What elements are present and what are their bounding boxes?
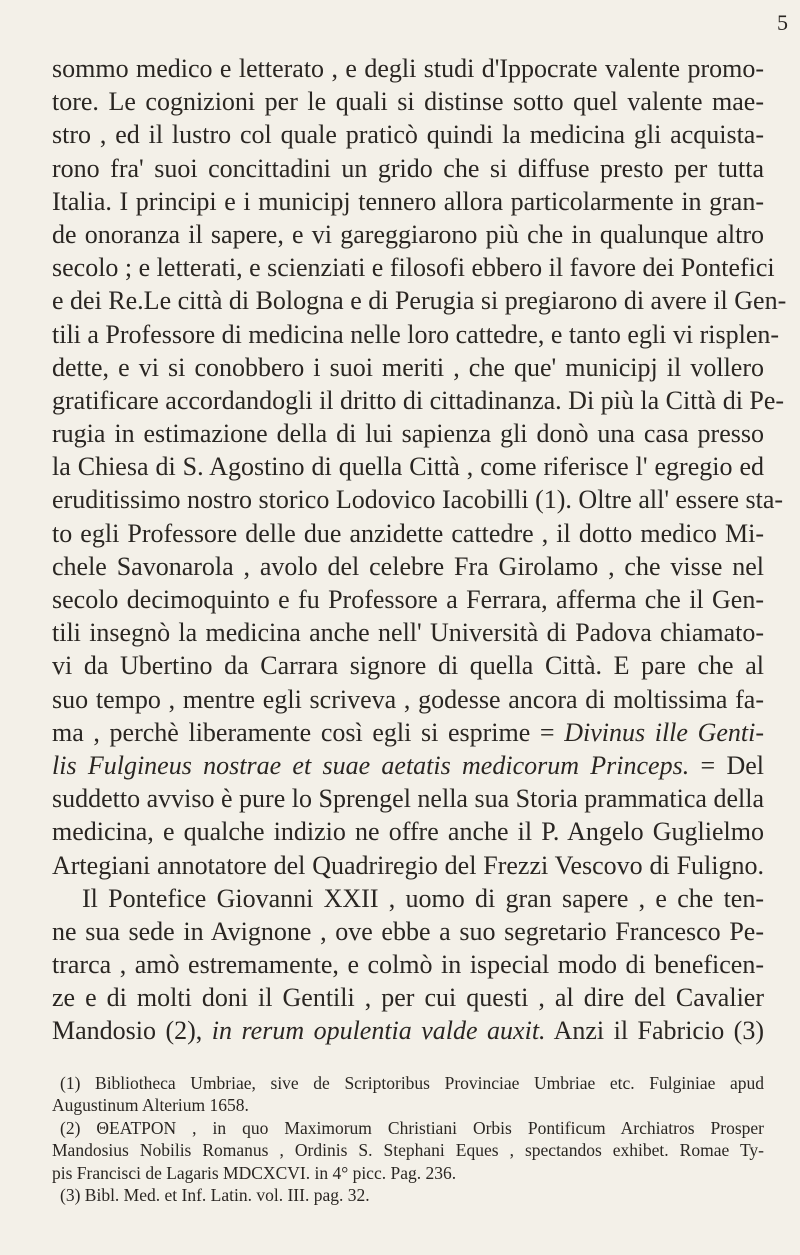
- page-number: 5: [777, 10, 788, 35]
- line-text: ma , perchè liberamente così egli si esprime =: [52, 717, 555, 747]
- text-line: tili a Professore di medicina nelle loro cattedre, e tanto egli vi risplen-: [52, 319, 780, 349]
- text-line: secolo decimoquinto e fu Professore a Ferrara, afferma che il Gen-: [52, 585, 764, 614]
- main-text: [52, 52, 787, 1048]
- text-line: Artegiani annotatore del Quadriregio del Frezzi Vescovo di Fuligno.: [52, 850, 764, 880]
- text-line-with-quote: [52, 1014, 764, 1047]
- footnotes: [52, 1072, 764, 1206]
- line-text: Mandosio (2),: [52, 1016, 212, 1046]
- text-line: sommo medico e letterato , e degli studi d'Ippocrate valente promo-: [52, 54, 764, 83]
- text-line: ne sua sede in Avignone , ove ebbe a suo segretario Francesco Pe-: [52, 916, 764, 946]
- footnote-line: (2) ΘΕΑΤΡΟΝ , in quo Maximorum Christiani Orbis Pontificum Archiatros Prosper: [60, 1117, 764, 1138]
- italic-quote: in rerum opulentia valde auxit.: [211, 1016, 546, 1046]
- text-line: vi da Ubertino da Carrara signore di quella Città. E pare che al: [52, 651, 764, 681]
- footnote-line: Mandosius Nobilis Romanus , Ordinis S. Stephani Eques , spectandos exhibet. Romae Ty-: [52, 1140, 764, 1161]
- text-line: la Chiesa di S. Agostino di quella Città , come riferisce l' egregio ed: [52, 452, 764, 482]
- text-line-with-quote: [52, 749, 764, 782]
- text-line: dette, e vi si conobbero i suoi meriti , che que' municipj il vollero: [52, 352, 764, 382]
- text-line: suo tempo , mentre egli scriveva , godesse ancora di moltissima fa-: [52, 684, 764, 714]
- text-line: gratificare accordandogli il dritto di cittadinanza. Di più la Città di Pe-: [52, 385, 785, 415]
- text-line: ze e di molti doni il Gentili , per cui questi , al dire del Cavalier: [52, 983, 764, 1013]
- line-text: Anzi il Fabricio (3): [545, 1016, 764, 1046]
- text-line: Italia. I principi e i municipj tennero allora particolarmente in gran-: [52, 186, 764, 216]
- text-line: Il Pontefice Giovanni XXII , uomo di gran sapere , e che ten-: [82, 883, 764, 913]
- text-line: suddetto avviso è pure lo Sprengel nella sua Storia prammatica della: [52, 784, 764, 814]
- text-line: tore. Le cognizioni per le quali si distinse sotto quel valente mae-: [52, 87, 764, 117]
- footnote-line: (1) Bibliotheca Umbriae, sive de Scriptoribus Provinciae Umbriae etc. Fulginiae apud: [60, 1073, 764, 1093]
- text-line: secolo ; e letterati, e scienziati e filosofi ebbero il favore dei Pontefici: [52, 253, 775, 283]
- text-line: rugia in estimazione della di lui sapienza gli donò una casa presso: [52, 419, 764, 449]
- text-line: eruditissimo nostro storico Lodovico Iacobilli (1). Oltre all' essere sta-: [52, 485, 784, 515]
- text-line: tili insegnò la medicina anche nell' Università di Padova chiamato-: [52, 618, 764, 648]
- text-line: e dei Re.Le città di Bologna e di Perugia si pregiarono di avere il Gen-: [52, 286, 787, 316]
- text-line-with-quote: [52, 716, 764, 749]
- italic-quote: lis Fulgineus nostrae et suae aetatis medicorum Princeps.: [52, 750, 690, 780]
- line-text: = Del: [689, 750, 764, 780]
- footnote-line: (3) Bibl. Med. et Inf. Latin. vol. III. pag. 32.: [60, 1184, 370, 1205]
- text-line: trarca , amò estremamente, e colmò in ispecial modo di beneficen-: [52, 950, 764, 980]
- italic-quote: Divinus ille Genti-: [564, 717, 764, 747]
- text-line: chele Savonarola , avolo del celebre Fra Girolamo , che visse nel: [52, 551, 764, 581]
- text-line: medicina, e qualche indizio ne offre anche il P. Angelo Guglielmo: [52, 817, 764, 847]
- footnote-line: pis Francisci de Lagaris MDCXCVI. in 4° picc. Pag. 236.: [52, 1162, 457, 1183]
- text-line: stro , ed il lustro col quale praticò quindi la medicina gli acquista-: [52, 120, 764, 150]
- footnote-line: Augustinum Alterium 1658.: [52, 1095, 249, 1116]
- text-line: de onoranza il sapere, e vi gareggiarono più che in qualunque altro: [52, 219, 764, 249]
- text-line: to egli Professore delle due anzidette cattedre , il dotto medico Mi-: [52, 518, 764, 548]
- text-line: rono fra' suoi concittadini un grido che si diffuse presto per tutta: [52, 153, 764, 183]
